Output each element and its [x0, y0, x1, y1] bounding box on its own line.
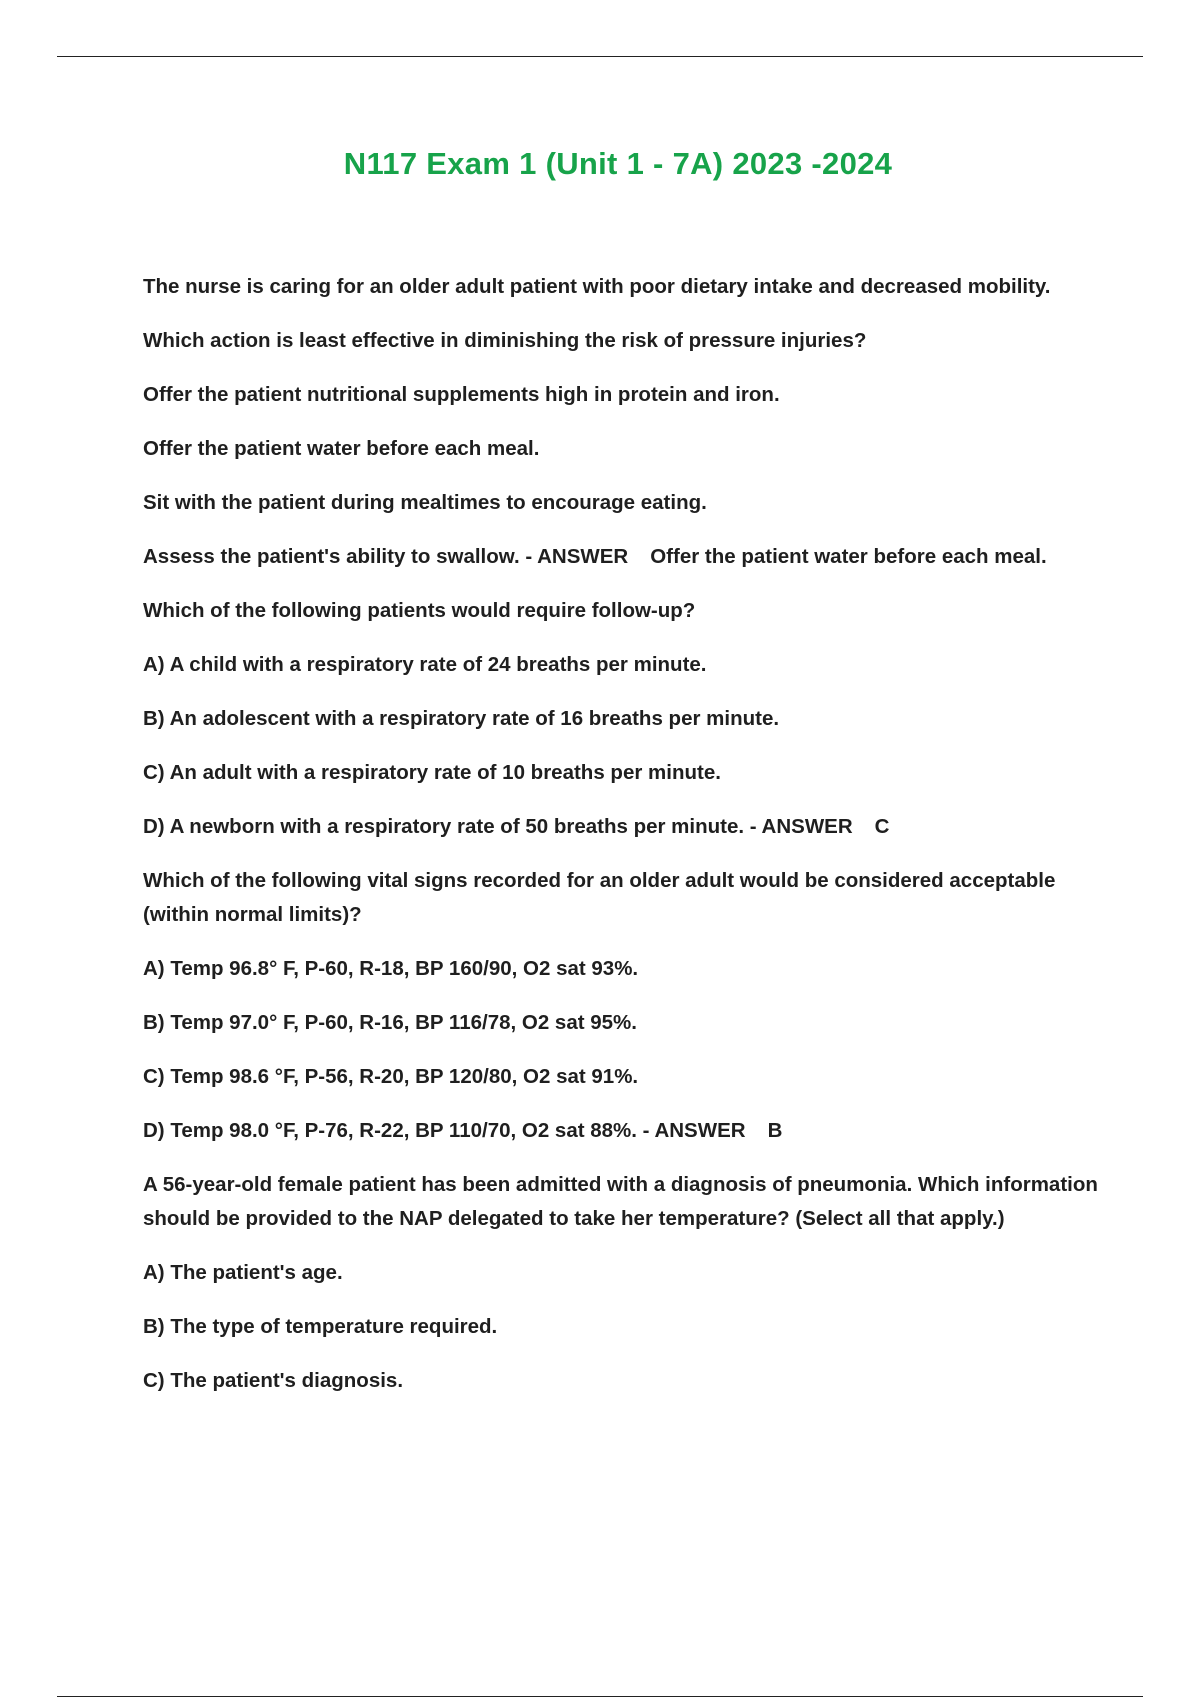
- paragraph: Which of the following patients would require follow-up?: [143, 599, 696, 622]
- paragraph-with-answer: Assess the patient's ability to swallow. - ANSWER Offer the patient water before each meal.: [143, 545, 1047, 568]
- document-title: N117 Exam 1 (Unit 1 - 7A) 2023 -2024: [343, 146, 893, 181]
- paragraph: Sit with the patient during mealtimes to encourage eating.: [143, 491, 707, 514]
- paragraph: A 56-year-old female patient has been admitted with a diagnosis of pneumonia. Which information should be provided to the NAP delegated to take her temperature? (Select all that apply.): [143, 1173, 1098, 1230]
- paragraph: A) A child with a respiratory rate of 24 breaths per minute.: [143, 653, 707, 676]
- paragraph: B) The type of temperature required.: [143, 1315, 498, 1338]
- paragraph: Which of the following vital signs recorded for an older adult would be considered acceptable (within normal limits)?: [143, 869, 1056, 926]
- paragraph: C) An adult with a respiratory rate of 10 breaths per minute.: [143, 761, 721, 784]
- paragraph: Which action is least effective in diminishing the risk of pressure injuries?: [143, 329, 867, 352]
- answer-text: C: [874, 815, 890, 838]
- top-rule: [57, 56, 1143, 57]
- document-body: [143, 270, 1103, 1418]
- paragraph: Offer the patient water before each meal.: [143, 437, 540, 460]
- paragraph: Offer the patient nutritional supplements high in protein and iron.: [143, 383, 780, 406]
- paragraph: A) Temp 96.8° F, P-60, R-18, BP 160/90, O2 sat 93%.: [143, 957, 639, 980]
- paragraph-with-answer: D) A newborn with a respiratory rate of 50 breaths per minute. - ANSWER C: [143, 815, 890, 838]
- paragraph: The nurse is caring for an older adult patient with poor dietary intake and decreased mobility.: [143, 275, 1051, 298]
- bottom-rule: [57, 1696, 1143, 1697]
- paragraph: C) The patient's diagnosis.: [143, 1369, 404, 1392]
- paragraph: A) The patient's age.: [143, 1261, 343, 1284]
- paragraph: B) An adolescent with a respiratory rate of 16 breaths per minute.: [143, 707, 780, 730]
- answer-text: Offer the patient water before each meal.: [650, 545, 1047, 568]
- paragraph-with-answer: D) Temp 98.0 °F, P-76, R-22, BP 110/70, O2 sat 88%. - ANSWER B: [143, 1119, 783, 1142]
- paragraph: C) Temp 98.6 °F, P-56, R-20, BP 120/80, O2 sat 91%.: [143, 1065, 639, 1088]
- answer-text: B: [767, 1119, 783, 1142]
- paragraph: B) Temp 97.0° F, P-60, R-16, BP 116/78, O2 sat 95%.: [143, 1011, 637, 1034]
